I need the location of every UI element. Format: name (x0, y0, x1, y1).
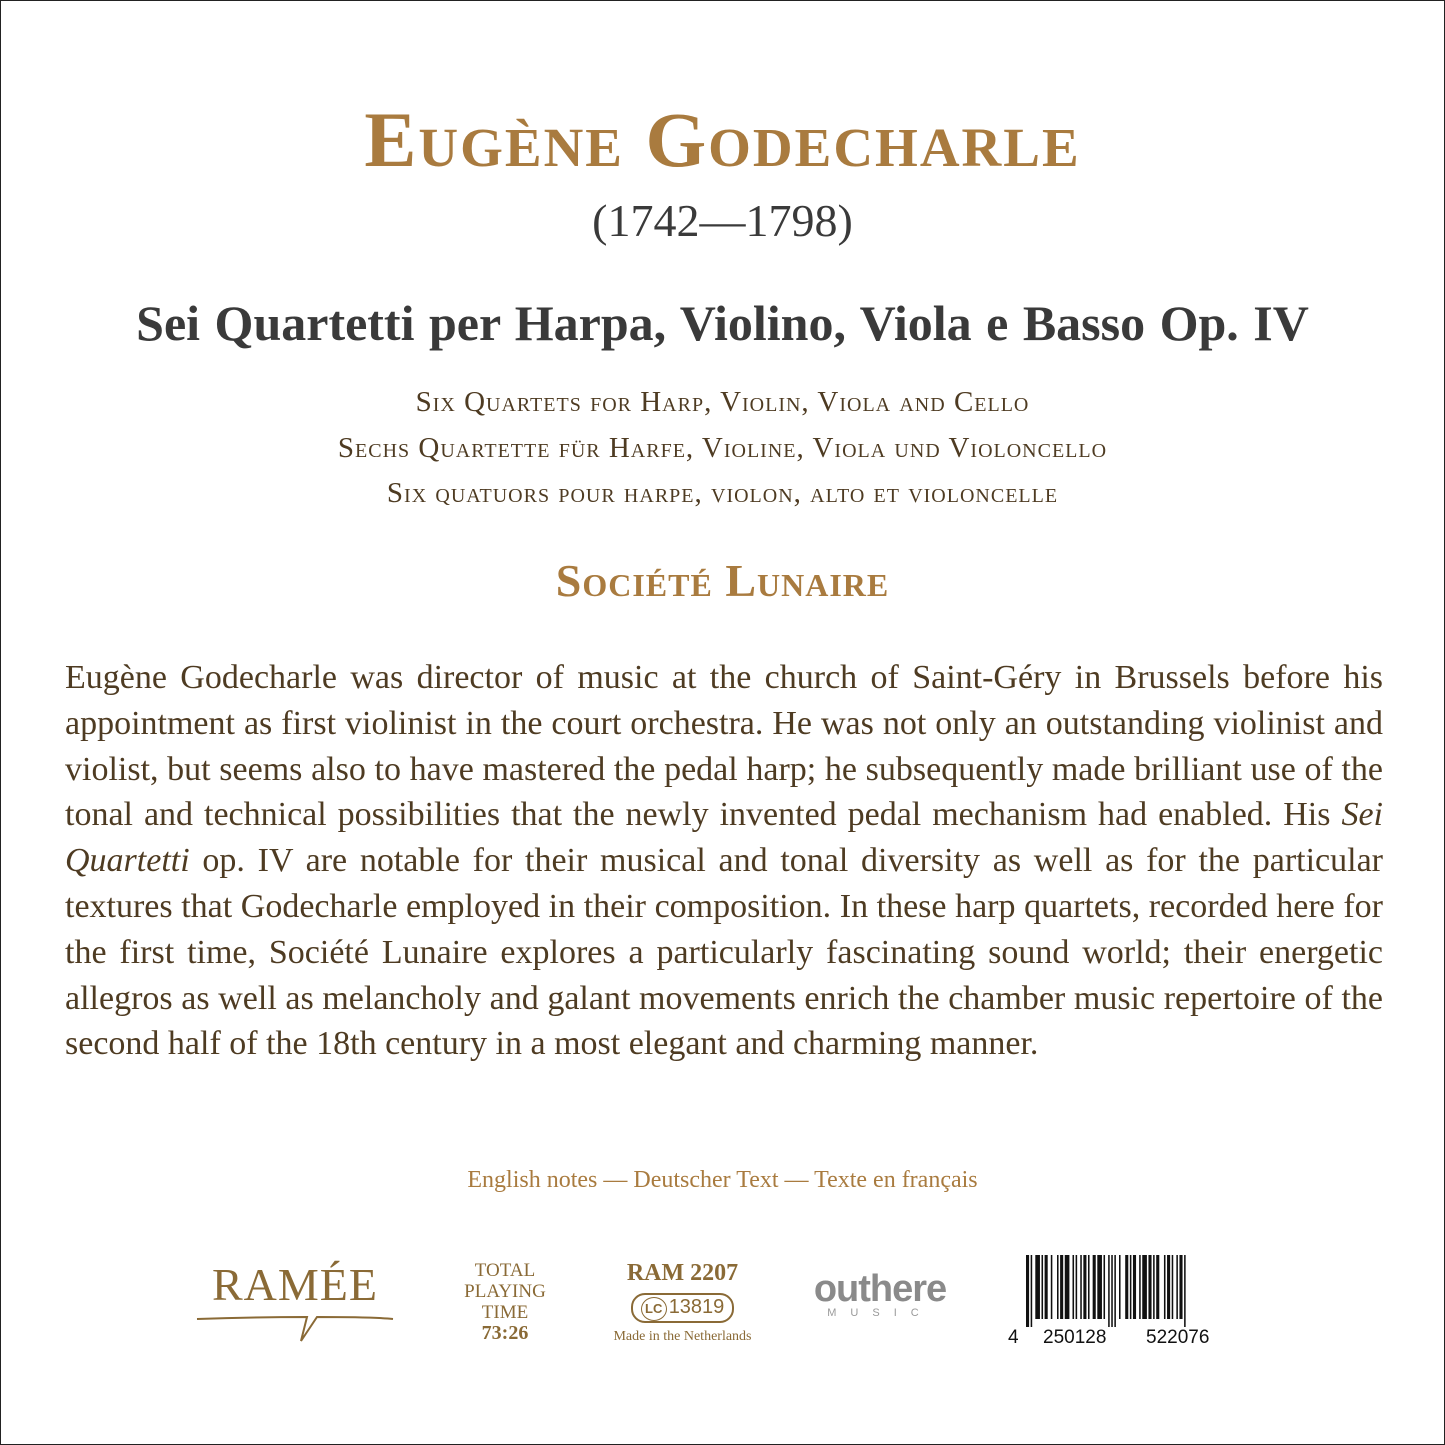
barcode-digits-right: 522076 (1146, 1327, 1210, 1348)
playing-label-3: TIME (481, 1302, 529, 1323)
barcode-bar (1060, 1255, 1063, 1319)
barcode-bar (1065, 1255, 1070, 1319)
barcode-bar (1179, 1255, 1182, 1319)
barcode-bar (1176, 1255, 1178, 1319)
barcode-bar (1108, 1255, 1110, 1327)
lc-circle-icon: LC (641, 1297, 667, 1321)
barcode-bar (1035, 1255, 1040, 1319)
playing-time-value: 73:26 (481, 1322, 529, 1344)
description-text (65, 655, 1383, 1067)
barcode-bar (1073, 1255, 1075, 1319)
description-part1: Eugène Godecharle was director of music at the church of Saint-Géry in Brussels before his appointment as first violinist in the court orchestra. He was not only an outstanding violinist and violist, but seems also to have mastered the pedal harp; he subsequently made brilliant use of the tonal and technical possibilities that the newly invented pedal mechanism had enabled. His (65, 659, 1383, 834)
barcode-bar (1125, 1255, 1128, 1319)
composer-dates: (1742—1798) (592, 195, 853, 246)
label-code (600, 1293, 765, 1323)
barcode-bar (1148, 1255, 1151, 1319)
ramee-logo (195, 1258, 395, 1345)
barcode-bar (1184, 1255, 1186, 1327)
total-playing-time (455, 1260, 555, 1344)
outhere-logo-text: outhere (813, 1268, 947, 1310)
catalog-block (600, 1260, 765, 1345)
barcode (1008, 1255, 1253, 1350)
barcode-digits-left: 250128 (1043, 1327, 1107, 1348)
barcode-bar (1080, 1255, 1082, 1319)
ramee-logo-text: RAMÉE (212, 1259, 378, 1310)
languages-note: English notes — Deutscher Text — Texte en français (467, 1167, 978, 1193)
barcode-bar (1042, 1255, 1044, 1319)
barcode-bar (1130, 1255, 1132, 1319)
outhere-logo (805, 1268, 955, 1319)
outhere-logo-subtext: MUSIC (827, 1307, 933, 1319)
barcode-bar (1045, 1255, 1048, 1319)
barcode-bar (1114, 1255, 1116, 1327)
barcode-bar (1104, 1255, 1106, 1319)
barcode-bar (1093, 1255, 1096, 1319)
description-part2: op. IV are notable for their musical and tonal diversity as well as for the particular textures that Godecharle employed in their composition. In these harp quartets, recorded here for the first time, Société Lunaire explores a particularly fascinating sound world; their energetic allegros as well as melancholy and galant movements enrich the chamber music repertoire of the second half of the 18th century in a most elegant and charming manner. (65, 842, 1383, 1063)
barcode-bar (1076, 1255, 1078, 1319)
playing-label-2: PLAYING (464, 1281, 546, 1302)
ensemble-name: Société Lunaire (555, 555, 890, 606)
barcode-bar (1026, 1255, 1029, 1327)
barcode-bar (1156, 1255, 1159, 1319)
subtitle-french: Six quatuors pour harpe, violon, alto et violoncelle (386, 477, 1059, 509)
barcode-bar (1031, 1255, 1033, 1327)
barcode-bar (1088, 1255, 1090, 1319)
barcode-bar (1097, 1255, 1102, 1319)
barcode-bar (1142, 1255, 1147, 1319)
barcode-bar (1133, 1255, 1136, 1319)
barcode-bar (1172, 1255, 1174, 1319)
ramee-swoosh-icon (195, 1311, 395, 1345)
barcode-bar (1153, 1255, 1155, 1319)
barcode-bar (1057, 1255, 1059, 1319)
made-in-country: Made in the Netherlands (613, 1329, 752, 1344)
barcode-bar (1111, 1255, 1113, 1327)
composer-name: Eugène Godecharle (364, 96, 1081, 183)
label-code-box (631, 1293, 735, 1323)
description-italic-title: Sei Quartetti (65, 796, 1383, 880)
subtitle-german: Sechs Quartette für Harfe, Violine, Viola und Violoncello (337, 432, 1108, 464)
barcode-bar (1119, 1255, 1121, 1319)
barcode-bar (1164, 1255, 1166, 1319)
barcode-icon (1026, 1255, 1251, 1327)
barcode-bar (1167, 1255, 1170, 1319)
barcode-bar (1139, 1255, 1141, 1319)
barcode-digit-lead: 4 (1008, 1327, 1019, 1348)
label-code-number: 13819 (668, 1296, 725, 1318)
subtitle-english: Six Quartets for Harp, Violin, Viola and Cello (415, 386, 1030, 418)
catalog-number: RAM 2207 (626, 1260, 739, 1286)
playing-label-1: TOTAL (474, 1260, 536, 1281)
barcode-bar (1051, 1255, 1053, 1319)
barcode-bar (1083, 1255, 1086, 1319)
work-title: Sei Quartetti per Harpa, Violino, Viola e Basso Op. IV (136, 295, 1309, 351)
